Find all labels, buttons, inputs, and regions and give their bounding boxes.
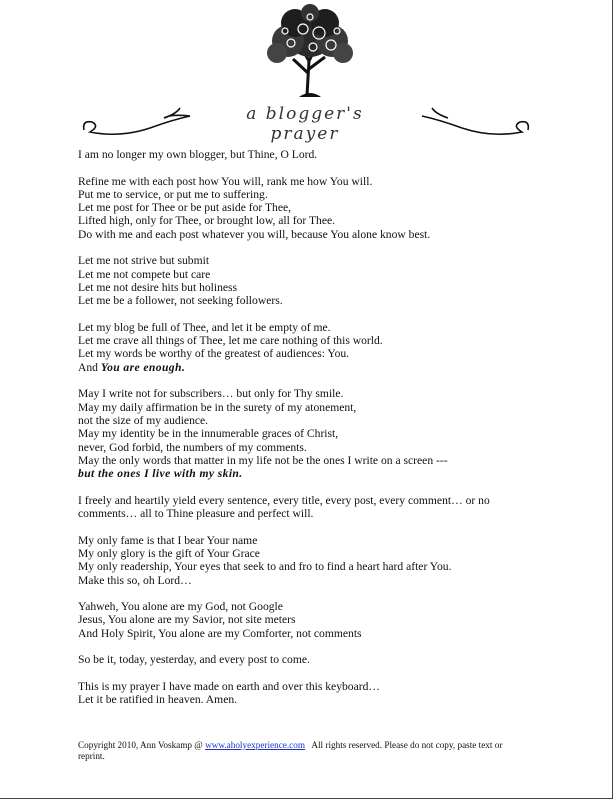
emphasis-text: You are enough. [100,360,186,374]
rights-text: All rights reserved. Please do not copy, paste text or reprint. [78,740,505,761]
prayer-line: not the size of my audience. [78,413,209,427]
stanza [78,680,498,707]
prayer-line: Put me to service, or put me to suffering. [78,187,268,201]
stanza [78,600,498,640]
document-title: a blogger's prayer [246,104,364,144]
prayer-line: Refine me with each post how You will, rank me how You will. [78,174,373,188]
prayer-line: May my identity be in the innumerable graces of Christ, [78,427,339,441]
left-flourish-ornament [80,104,192,140]
header [0,0,612,150]
prayer-line: So be it, today, yesterday, and every post to come. [78,653,310,667]
prayer-line: Let me not compete but care [78,267,211,281]
prayer-line: I am no longer my own blogger, but Thine, O Lord. [78,148,318,161]
prayer-line: Jesus, You alone are my Savior, not site meters [78,613,296,627]
prayer-line: My only readership, Your eyes that seek to and fro to find a heart hard after You. [78,560,452,574]
stanza [78,321,498,374]
prayer-line: Let me not desire hits but holiness [78,280,238,294]
prayer-line: Make this so, oh Lord… [78,573,192,587]
prayer-line: Do with me and each post whatever you will, because You alone know best. [78,227,431,241]
prayer-line: Let my blog be full of Thee, and let it be empty of me. [78,320,331,334]
stanza [78,534,498,587]
prayer-line: Let me post for Thee or be put aside for Thee, [78,201,292,215]
emphasis-text: but the ones I live with my skin. [78,467,243,481]
stanza [78,653,498,666]
prayer-line: Let me be a follower, not seeking followers. [78,294,283,308]
prayer-line: Let me not strive but submit [78,254,210,268]
stanza [78,148,498,161]
prayer-line: My only fame is that I bear Your name [78,533,258,547]
prayer-line: May I write not for subscribers… but only for Thy smile. [78,387,344,401]
prayer-line: And Holy Spirit, You alone are my Comforter, not comments [78,626,362,640]
stanza [78,175,498,241]
tree-illustration [255,3,365,99]
prayer-line: May my daily affirmation be in the surety of my atonement, [78,400,357,414]
prayer-line: Let it be ratified in heaven. Amen. [78,693,238,707]
website-link[interactable]: www.aholyexperience.com [205,740,305,750]
stanza [78,254,498,307]
prayer-line: Lifted high, only for Thee, or brought low, all for Thee. [78,214,336,228]
copyright-text: Copyright 2010, Ann Voskamp @ [78,740,206,750]
prayer-line: Yahweh, You alone are my God, not Google [78,600,283,614]
prayer-line-prefix: And [78,360,101,374]
prayer-line: never, God forbid, the numbers of my comments. [78,440,307,454]
prayer-line: I freely and heartily yield every sentence, every title, every post, every comment… or no comments… all to Thine pleasure and perfect will. [78,493,490,521]
right-flourish-ornament [420,104,532,140]
stanza [78,387,498,480]
stanza [78,494,498,521]
prayer-line-emphasis [78,361,498,374]
copyright-footer [78,740,518,762]
prayer-line: This is my prayer I have made on earth and over this keyboard… [78,679,380,693]
prayer-body [78,148,498,720]
prayer-line: Let me crave all things of Thee, let me care nothing of this world. [78,334,383,348]
prayer-line: My only glory is the gift of Your Grace [78,546,260,560]
prayer-line: May the only words that matter in my life not be the ones I write on a screen --- [78,453,448,467]
prayer-line: Let my words be worthy of the greatest of audiences: You. [78,347,350,361]
